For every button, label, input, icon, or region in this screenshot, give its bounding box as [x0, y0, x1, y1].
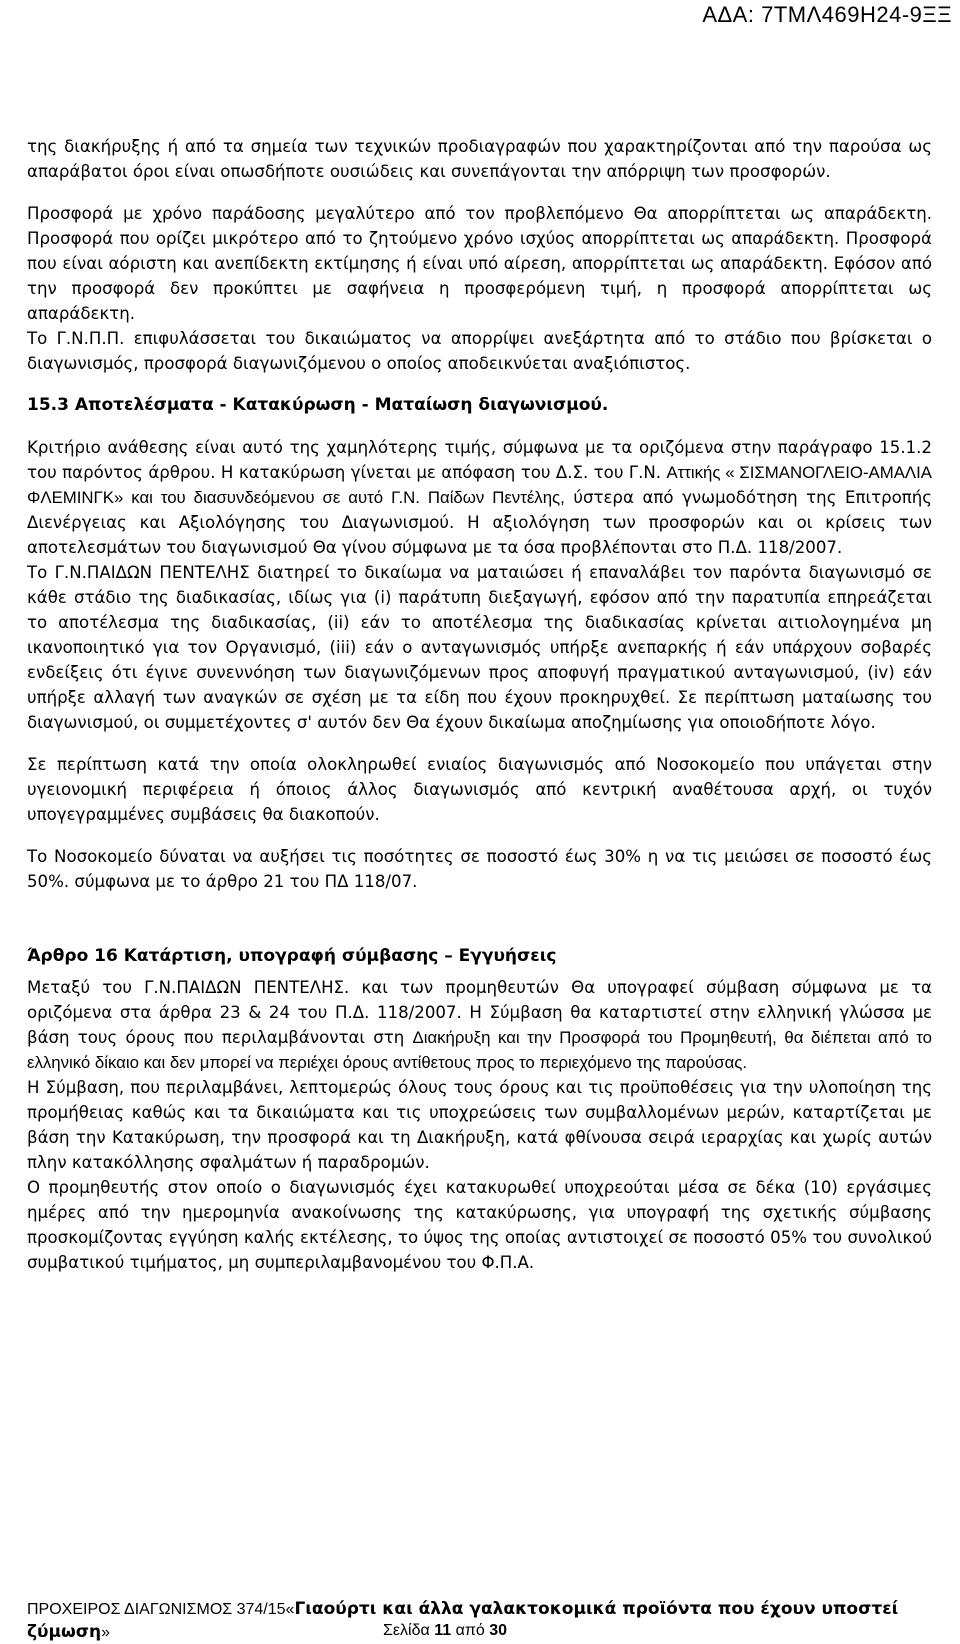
- paragraph-reserve-right: Το Γ.Ν.Π.Π. επιφυλάσσεται του δικαιώματος να απορρίψει ανεξάρτητα από το στάδιο που βρίσκεται ο διαγωνισμός, προσφορά διαγωνιζόμενου ο οποίος αποδεικνύεται αναξιόπιστος.: [27, 329, 932, 373]
- paragraph-contract-terms: Η Σύμβαση, που περιλαμβάνει, λεπτομερώς όλους τους όρους και τις προϋποθέσεις για την υλοποίηση της προμήθειας καθώς και τα δικαιώματα και τις υποχρεώσεις των συμβαλλομένων μερών, καταρτίζεται με βάση την Κατακύρωση, την προσφορά και τη Διακήρυξη, κατά φθίνουσα σειρά ιεραρχίας και χωρίς αυτών πλην κατακόλλησης σφαλμάτων ή παραδρομών.: [27, 1078, 932, 1172]
- footer-tender-title: Γιαούρτι και άλλα γαλακτοκομικά προϊόντα που έχουν υποστεί ζύμωση: [27, 1599, 899, 1642]
- paragraph-performance-guarantee: Ο προμηθευτής στον οποίο ο διαγωνισμός έχει κατακυρωθεί υποχρεούται μέσα σε δέκα (10) εργάσιμες ημέρες από την ημερομηνία ανακοίνωσης της κατακύρωσης, για υπογραφή της σχετικής σύμβασης προσκομίζοντας εγγύηση καλής εκτέλεσης, το ύψος της οποίας αντιστοιχεί σε ποσοστό 05% του συνολικού συμβατικού τιμήματος, μη συμπεριλαμβανομένου του Φ.Π.Α.: [27, 1178, 932, 1272]
- page-footer: [27, 1598, 932, 1644]
- contract-text-start: Μεταξύ του Γ.Ν.ΠΑΙΔΩΝ ΠΕΝΤΕΛΗΣ. και των προμηθευτών Θα υπογραφεί σύμβαση σύμφωνα με τα οριζόμενα στα άρθρα 23 & 24 του Π.Δ. 118/2007. Η Σύμβαση θα καταρτιστεί στην ελληνική γλώσσα με βάση τους όρους που περιλαμβάνονται στη: [27, 978, 932, 1047]
- paragraph-award-criterion: [27, 435, 932, 560]
- document-body: [27, 134, 932, 1275]
- paragraph-rejection-terms: της διακήρυξης ή από τα σημεία των τεχνικών προδιαγραφών που χαρακτηρίζονται από την παρούσα ως απαράβατοι όροι είναι οπωσδήποτε ουσιώδεις και συνεπάγονται την απόρριψη των προσφορών.: [27, 137, 932, 181]
- page-current: 11: [434, 1622, 452, 1639]
- footer-tender-suffix: »: [101, 1624, 111, 1641]
- paragraph-joint-tender: Σε περίπτωση κατά την οποία ολοκληρωθεί ενιαίος διαγωνισμός από Νοσοκομείο που υπάγεται στην υγειονομική περιφέρεια ή όποιος άλλος διαγωνισμός από κεντρική αναθέτουσα αρχή, οι τυχόν υπογεγραμμένες συμβάσεις θα διακοπούν.: [27, 755, 932, 824]
- page-label: Σελίδα: [383, 1622, 430, 1639]
- footer-tender-prefix: ΠΡΟΧΕΙΡΟΣ ΔΙΑΓΩΝΙΣΜΟΣ 374/15«: [27, 1601, 295, 1618]
- award-hospital-name: Αττικής « ΣΙΣΜΑΝΟΓΛΕΙΟ-ΑΜΑΛΙΑ ΦΛΕΜΙΝΓΚ» και του διασυνδεόμενου σε αυτό Γ.Ν. Παίδων Πεντέλης,: [27, 463, 932, 507]
- paragraph-cancellation-right: Το Γ.Ν.ΠΑΙΔΩΝ ΠΕΝΤΕΛΗΣ διατηρεί το δικαίωμα να ματαιώσει ή επαναλάβει τον παρόντα διαγωνισμό σε κάθε στάδιο της διαδικασίας, ιδίως για (i) παράτυπη διεξαγωγή, εφόσον από την παρατυπία επηρεάζεται το αποτέλεσμα της διαδικασίας, (ii) εάν το αποτέλεσμα της διαδικασίας κρίνεται αιτιολογημένα μη ικανοποιητικό για τον Οργανισμό, (iii) εάν ο ανταγωνισμός υπήρξε ανεπαρκής ή εάν υπάρχουν σοβαρές ενδείξεις ότι έγινε συνεννόηση των διαγωνιζόμενων προς αποφυγή πραγματικού ανταγωνισμού, (iv) εάν υπήρξε αλλαγή των αναγκών σε σχέση με τα είδη που έχουν προκηρυχθεί. Σε περίπτωση ματαίωσης του διαγωνισμού, οι συμμετέχοντες σ' αυτόν δεν Θα έχουν δικαίωμα αποζημίωσης για οποιοδήποτε λόγο.: [27, 563, 932, 732]
- paragraph-delivery-time: Προσφορά με χρόνο παράδοσης μεγαλύτερο από τον προβλεπόμενο Θα απορρίπτεται ως απαράδεκτη. Προσφορά που ορίζει μικρότερο από το ζητούμενο χρόνο ισχύος απορρίπτεται ως απαράδεκτη. Προσφορά που είναι αόριστη και ανεπίδεκτη εκτίμησης ή είναι υπό αίρεση, απορρίπτεται ως απαράδεκτη. Εφόσον από την προσφορά δεν προκύπτει με σαφήνεια η προσφερόμενη τιμή, η προσφορά απορρίπτεται ως απαράδεκτη.: [27, 204, 932, 323]
- page-total: 30: [489, 1622, 507, 1639]
- award-text-start: Κριτήριο ανάθεσης είναι αυτό της χαμηλότερης τιμής, σύμφωνα με τα οριζόμενα στην παράγραφο 15.1.2 του παρόντος άρθρου. Η κατακύρωση γίνεται με απόφαση του Δ.Σ. του Γ.Ν.: [27, 438, 932, 482]
- paragraph-contract-signing: [27, 975, 932, 1075]
- contract-text-end: Διακήρυξη και την Προσφορά του Προμηθευτή, θα διέπεται από το ελληνικό δίκαιο και δεν μπορεί να περιέχει όρους αντίθετους προς το περιεχόμενο της παρούσας.: [27, 1028, 933, 1072]
- page-number: [383, 1620, 507, 1642]
- article-heading-16: Άρθρο 16 Κατάρτιση, υπογραφή σύμβασης – Εγγυήσεις: [27, 946, 557, 966]
- ada-code: ΑΔΑ: 7ΤΜΛ469Η24-9ΞΞ: [702, 2, 952, 27]
- award-text-end: ύστερα από γνωμοδότηση της Επιτροπής Διενέργειας και Αξιολόγησης του Διαγωνισμού. Η αξιολόγηση των προσφορών και οι κρίσεις των αποτελεσμάτων του διαγωνισμού Θα γίνου σύμφωνα με τα όσα προβλέπονται στο Π.Δ. 118/2007.: [27, 488, 932, 557]
- paragraph-quantity-change: Το Νοσοκομείο δύναται να αυξήσει τις ποσότητες σε ποσοστό έως 30% η να τις μειώσει σε ποσοστό έως 50%. σύμφωνα με το άρθρο 21 του ΠΔ 118/07.: [27, 847, 932, 891]
- page-of: από: [455, 1622, 485, 1639]
- section-heading-results: 15.3 Αποτελέσματα - Κατακύρωση - Ματαίωση διαγωνισμού.: [27, 395, 609, 415]
